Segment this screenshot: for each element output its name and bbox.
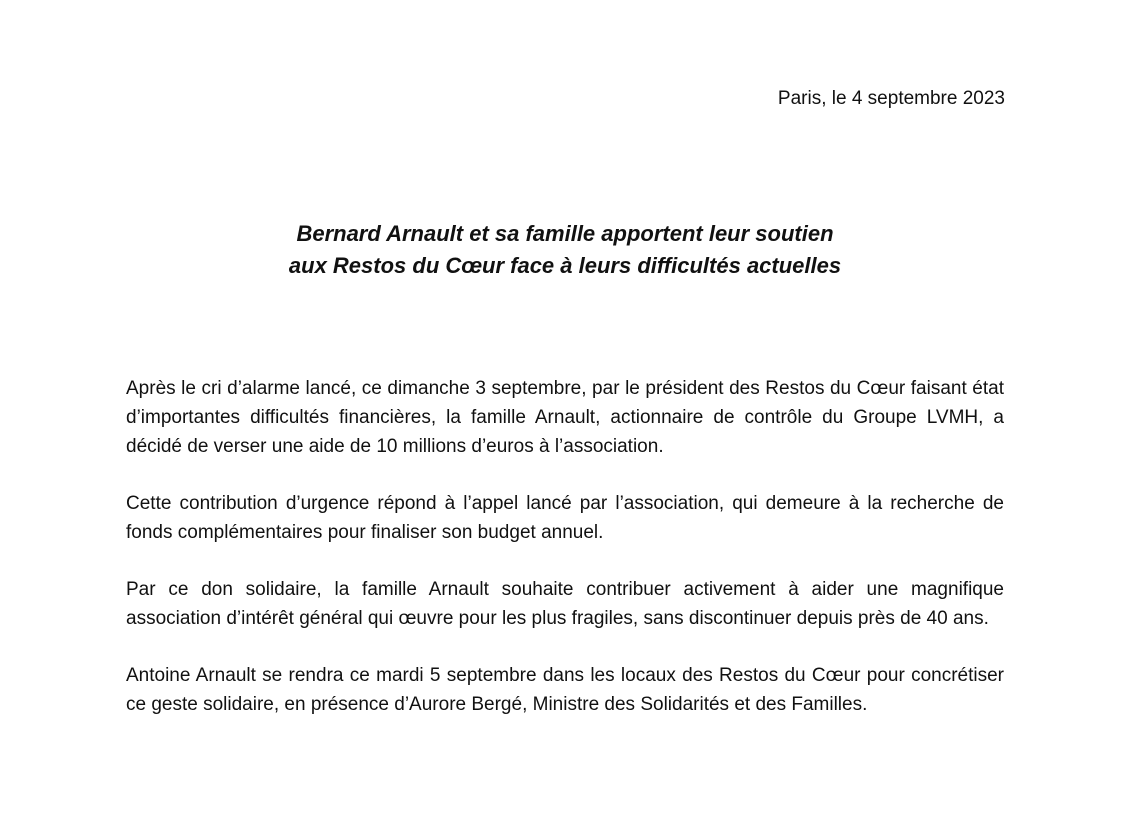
document-date: Paris, le 4 septembre 2023 bbox=[777, 88, 1005, 109]
body-paragraph: Antoine Arnault se rendra ce mardi 5 septembre dans les locaux des Restos du Cœur pour concrétiser ce geste solidaire, en présence d’Aurore Bergé, Ministre des Solidarités et des Familles. bbox=[126, 665, 1004, 715]
document-title bbox=[126, 218, 1004, 282]
document-body bbox=[126, 374, 1004, 747]
title-line-1: Bernard Arnault et sa famille apportent leur soutien bbox=[296, 221, 834, 246]
body-paragraph: Après le cri d’alarme lancé, ce dimanche 3 septembre, par le président des Restos du Cœur faisant état d’importantes difficultés financières, la famille Arnault, actionnaire de contrôle du Groupe LVMH, a décidé de verser une aide de 10 millions d’euros à l’association. bbox=[126, 378, 1004, 457]
body-paragraph: Par ce don solidaire, la famille Arnault souhaite contribuer activement à aider une magnifique association d’intérêt général qui œuvre pour les plus fragiles, sans discontinuer depuis près de 40 ans. bbox=[126, 579, 1004, 629]
body-paragraph: Cette contribution d’urgence répond à l’appel lancé par l’association, qui demeure à la recherche de fonds complémentaires pour finaliser son budget annuel. bbox=[126, 493, 1004, 543]
title-line-2: aux Restos du Cœur face à leurs difficultés actuelles bbox=[288, 253, 842, 278]
